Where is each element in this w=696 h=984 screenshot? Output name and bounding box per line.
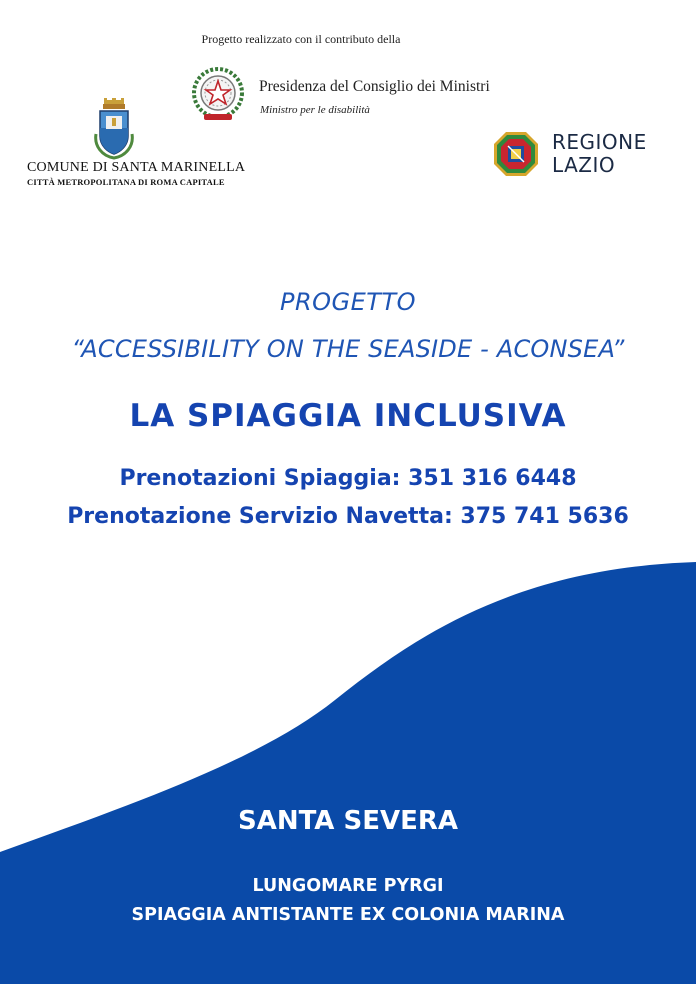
contribution-note: Progetto realizzato con il contributo della <box>201 32 401 46</box>
regione-lazio-logo-icon <box>492 130 540 178</box>
shuttle-booking-phone: Prenotazione Servizio Navetta: 375 741 5636 <box>67 504 629 529</box>
location-town: SANTA SEVERA <box>237 806 458 836</box>
comune-name: COMUNE DI SANTA MARINELLA <box>27 160 246 175</box>
presidenza-name: Presidenza del Consiglio dei Ministri <box>259 78 490 95</box>
beach-booking-phone: Prenotazioni Spiaggia: 351 316 6448 <box>119 466 577 491</box>
headline: LA SPIAGGIA INCLUSIVA <box>129 398 567 434</box>
italian-republic-emblem-icon <box>188 64 248 126</box>
regione-label-line1: REGIONE <box>552 130 647 154</box>
project-label: PROGETTO <box>279 288 416 316</box>
project-name: “ACCESSIBILITY ON THE SEASIDE - ACONSEA” <box>71 335 625 363</box>
comune-subtitle: CITTÀ METROPOLITANA DI ROMA CAPITALE <box>27 177 225 187</box>
location-beach: SPIAGGIA ANTISTANTE EX COLONIA MARINA <box>131 905 565 925</box>
regione-label-line2: LAZIO <box>552 153 616 177</box>
location-street: LUNGOMARE PYRGI <box>252 876 444 896</box>
santa-marinella-crest-icon <box>92 98 136 162</box>
ministry-name: Ministro per le disabilità <box>260 104 370 116</box>
